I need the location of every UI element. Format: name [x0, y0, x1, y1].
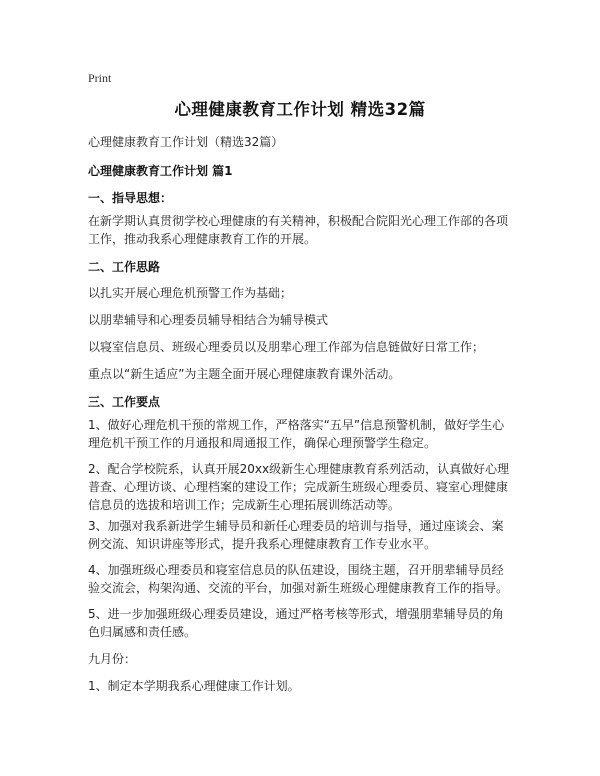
section-1-heading: 一、指导思想： [88, 191, 173, 205]
section-2-heading: 二、工作思路 [88, 260, 161, 274]
section-2-paragraph-3: 以寝室信息员、班级心理委员以及朋辈心理工作部为信息链做好日常工作； [88, 340, 485, 354]
print-label[interactable]: Print [88, 71, 112, 85]
subtitle: 心理健康教育工作计划（精选32篇） [88, 135, 284, 149]
month-label: 九月份： [88, 652, 137, 666]
document-title: 心理健康教育工作计划 精选32篇 [174, 100, 426, 119]
article-heading: 心理健康教育工作计划 篇1 [88, 164, 233, 178]
section-3-heading: 三、工作要点 [88, 395, 161, 409]
month-item-1: 1、制定本学期我系心理健康工作计划。 [88, 679, 300, 693]
section-2-paragraph-2: 以朋辈辅导和心理委员辅导相结合为辅导模式 [88, 313, 329, 327]
section-2-paragraph-4: 重点以“新生适应”为主题全面开展心理健康教育课外活动。 [88, 367, 401, 381]
section-3-paragraph-5: 5、进一步加强班级心理委员建设，通过严格考核等形式，增强朋辈辅导员的角色归属感和责任感。 [88, 607, 504, 639]
section-3-paragraph-1: 1、做好心理危机干预的常规工作，严格落实“五早”信息预警机制，做好学生心理危机干预工作的月通报和周通报工作，确保心理预警学生稳定。 [88, 418, 505, 450]
section-3-paragraph-3: 3、加强对我系新进学生辅导员和新任心理委员的培训与指导，通过座谈会、案例交流、知识讲座等形式，提升我系心理健康教育工作专业水平。 [88, 519, 504, 551]
section-2-paragraph-1: 以扎实开展心理危机预警工作为基础； [88, 286, 293, 300]
section-3-paragraph-4: 4、加强班级心理委员和寝室信息员的队伍建设，围绕主题，召开朋辈辅导员经验交流会，构架沟通、交流的平台，加强对新生班级心理健康教育工作的指导。 [88, 563, 509, 595]
section-3-paragraph-2: 2、配合学校院系，认真开展20xx级新生心理健康教育系列活动，认真做好心理普查、心理访谈、心理档案的建设工作；完成新生班级心理委员、寝室心理健康信息员的选拔和培训工作；完成新生心理拓展训练活动等。 [88, 462, 510, 512]
section-1-paragraph: 在新学期认真贯彻学校心理健康的有关精神，积极配合院阳光心理工作部的各项工作，推动我系心理健康教育工作的开展。 [88, 214, 509, 246]
